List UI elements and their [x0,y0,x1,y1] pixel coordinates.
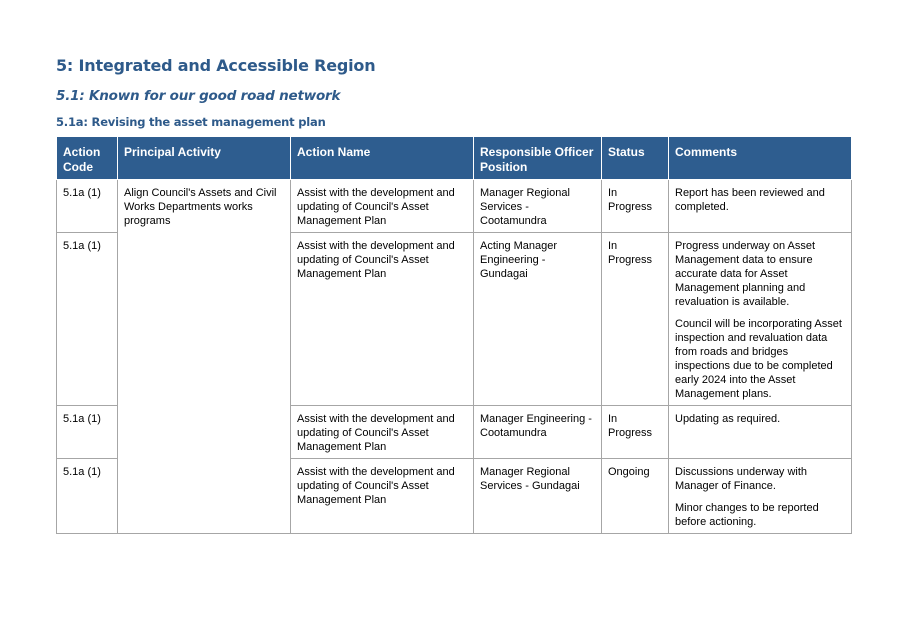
section-heading: 5: Integrated and Accessible Region [56,56,376,75]
cell-action-code: 5.1a (1) [57,406,118,459]
comment-paragraph: Minor changes to be reported before actioning. [675,502,819,528]
cell-action-name: Assist with the development and updating of Council's Asset Management Plan [291,180,474,233]
cell-action-code: 5.1a (1) [57,459,118,534]
comment-paragraph: Council will be incorporating Asset inspection and revaluation data from roads and bridges inspections due to be completed early 2024 into the Asset Management plans. [675,318,842,400]
cell-action-code: 5.1a (1) [57,233,118,406]
comment-paragraph: Report has been reviewed and completed. [675,187,825,213]
table-header-row [57,137,852,180]
cell-status: In Progress [602,233,669,406]
cell-status: In Progress [602,180,669,233]
cell-comments [669,406,852,459]
header-action-code: Action Code [57,137,118,180]
cell-action-code: 5.1a (1) [57,180,118,233]
header-action-name: Action Name [291,137,474,180]
action-plan-table [56,136,852,534]
cell-principal-activity: Align Council's Assets and Civil Works Departments works programs [118,180,291,534]
cell-status: In Progress [602,406,669,459]
sub-subsection-heading: 5.1a: Revising the asset management plan [56,115,326,129]
header-comments: Comments [669,137,852,180]
comment-paragraph: Discussions underway with Manager of Finance. [675,466,808,492]
cell-action-name: Assist with the development and updating of Council's Asset Management Plan [291,406,474,459]
header-status: Status [602,137,669,180]
cell-comments [669,459,852,534]
cell-responsible-officer: Manager Regional Services - Cootamundra [474,180,602,233]
table-row [57,180,852,233]
header-responsible-officer: Responsible Officer Position [474,137,602,180]
cell-responsible-officer: Manager Engineering - Cootamundra [474,406,602,459]
cell-action-name: Assist with the development and updating of Council's Asset Management Plan [291,459,474,534]
cell-responsible-officer: Acting Manager Engineering - Gundagai [474,233,602,406]
comment-paragraph: Progress underway on Asset Management data to ensure accurate data for Asset Management planning and revaluation is available. [675,240,816,308]
cell-comments [669,180,852,233]
cell-status: Ongoing [602,459,669,534]
cell-responsible-officer: Manager Regional Services - Gundagai [474,459,602,534]
subsection-heading: 5.1: Known for our good road network [56,88,341,104]
comment-paragraph: Updating as required. [675,413,781,425]
cell-comments [669,233,852,406]
cell-action-name: Assist with the development and updating of Council's Asset Management Plan [291,233,474,406]
header-principal-activity: Principal Activity [118,137,291,180]
